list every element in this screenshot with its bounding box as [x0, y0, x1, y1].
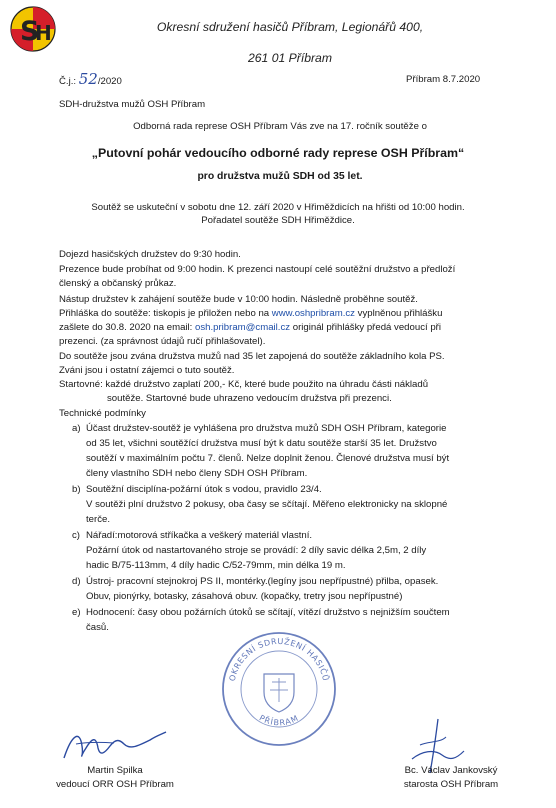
condition-line: V soutěži plní družstvo 2 pokusy, oba časy se sčítají. Měřeno elektronicky na sklopné	[86, 499, 448, 510]
condition-line: soutěží v maximálním počtu 7. členů. Nelze doplnit ženou. Členové družstva musí být	[86, 453, 450, 464]
website-link[interactable]: www.oshpribram.cz	[271, 308, 355, 319]
svg-text:OKRESNÍ SDRUŽENÍ HASIČŮ: OKRESNÍ SDRUŽENÍ HASIČŮ	[227, 636, 331, 683]
body-line: Zváni jsou i ostatní zájemci o tuto soutěž.	[59, 365, 235, 376]
place-date: Příbram 8.7.2020	[406, 74, 481, 85]
condition-label: e)	[72, 607, 81, 618]
date-place-line: Soutěž se uskuteční v sobotu dne 12. září 2020 v Hřiměždicích na hřišti od 10:00 hodin.	[91, 202, 465, 213]
body-line: Do soutěže jsou zvána družstva mužů nad 35 let zapojená do soutěže základního kola PS.	[59, 351, 445, 362]
left-signature-scrawl	[58, 724, 168, 766]
body-line: Startovné: každé družstvo zaplatí 200,- Kč, které bude použito na úhradu části nákladů	[59, 379, 429, 390]
condition-line: Obuv, pionýrky, botasky, zásahová obuv. (kopačky, tretry jsou nepřípustné)	[86, 591, 403, 602]
svg-text:PŘÍBRAM: PŘÍBRAM	[257, 713, 301, 728]
body-text: originál přihlášky předá vedoucí při	[292, 322, 441, 333]
body-line: Dojezd hasičských družstev do 9:30 hodin.	[59, 249, 241, 260]
org-name: Okresní sdružení hasičů Příbram, Legionářů 400,	[156, 20, 424, 34]
competition-subtitle: pro družstva mužů SDH od 35 let.	[197, 171, 363, 182]
section-heading: Technické podmínky	[59, 408, 146, 419]
condition-line: Požární útok od nastartovaného stroje se provádí: 2 díly savic délka 2,5m, 2 díly	[86, 545, 427, 556]
official-stamp	[220, 630, 338, 748]
organizer-line: Pořadatel soutěže SDH Hřiměždice.	[201, 215, 355, 226]
ref-prefix: Č.j.:	[59, 76, 77, 87]
body-line: Nástup družstev k zahájení soutěže bude v 10:00 hodin. Následně proběhne soutěž.	[59, 294, 418, 305]
condition-label: d)	[72, 576, 81, 587]
svg-text:H: H	[35, 21, 52, 45]
condition-line: od 35 let, všichni soutěžící družstva musí být k datu soutěže starší 35 let. Družstvo	[86, 438, 437, 449]
condition-line: časů.	[86, 622, 109, 633]
body-line: Prezence bude probíhat od 9:00 hodin. K prezenci nastoupí celé soutěžní družstvo a předloží	[59, 264, 456, 275]
condition-line: Hodnocení: časy obou požárních útoků se sčítají, vítězí družstvo s nejnižším součtem	[86, 607, 450, 618]
condition-line: Účast družstev-soutěž je vyhlášena pro družstva mužů SDH OSH Příbram, kategorie	[86, 423, 447, 434]
condition-label: c)	[72, 530, 80, 541]
addressee: SDH-družstva mužů OSH Příbram	[59, 99, 206, 110]
body-line	[59, 308, 442, 320]
email-link[interactable]: osh.pribram@cmail.cz	[195, 322, 291, 333]
svg-text:S: S	[20, 16, 40, 47]
osh-logo	[10, 6, 56, 52]
body-text: zašlete do 30.8. 2020 na email:	[59, 322, 193, 333]
body-text: Přihláška do soutěže: tiskopis je přiložen nebo na	[59, 308, 270, 319]
ref-number	[59, 70, 122, 90]
body-line: prezenci. (za správnost údajů ručí přihlašovatel).	[59, 336, 266, 347]
left-signer-name: Martin Spilka	[87, 765, 143, 776]
condition-line: Soutěžní disciplína-požární útok s vodou, pravidlo 23/4.	[86, 484, 322, 495]
body-line: členský a občanský průkaz.	[59, 278, 177, 289]
body-line: soutěže. Startovné bude uhrazeno vedoucím družstva při prezenci.	[107, 393, 392, 404]
body-line	[59, 322, 441, 334]
condition-line: Nářadí:motorová stříkačka a veškerý materiál vlastní.	[86, 530, 313, 541]
right-signer-name: Bc. Václav Jankovský	[404, 765, 498, 776]
condition-line: terče.	[86, 514, 110, 525]
competition-title: „Putovní pohár vedoucího odborné rady represe OSH Příbram“	[91, 146, 465, 160]
org-city: 261 01 Příbram	[247, 51, 332, 65]
ref-handwritten: 52	[78, 70, 98, 88]
condition-label: a)	[72, 423, 81, 434]
left-signer-role: vedoucí ORR OSH Příbram	[56, 779, 174, 790]
ref-year: /2020	[97, 76, 122, 87]
invite-intro: Odborná rada represe OSH Příbram Vás zve na 17. ročník soutěže o	[133, 121, 427, 132]
condition-line: hadic B/75-113mm, 4 díly hadic C/52-79mm, min délka 19 m.	[86, 560, 346, 571]
condition-line: členy vlastního SDH nebo členy SDH OSH Příbram.	[86, 468, 308, 479]
condition-line: Ústroj- pracovní stejnokroj PS II, montérky.(legíny jsou nepřípustné) přilba, opasek.	[86, 576, 439, 587]
body-text: vyplněnou přihlášku	[357, 308, 443, 319]
condition-label: b)	[72, 484, 81, 495]
right-signer-role: starosta OSH Příbram	[403, 779, 499, 790]
